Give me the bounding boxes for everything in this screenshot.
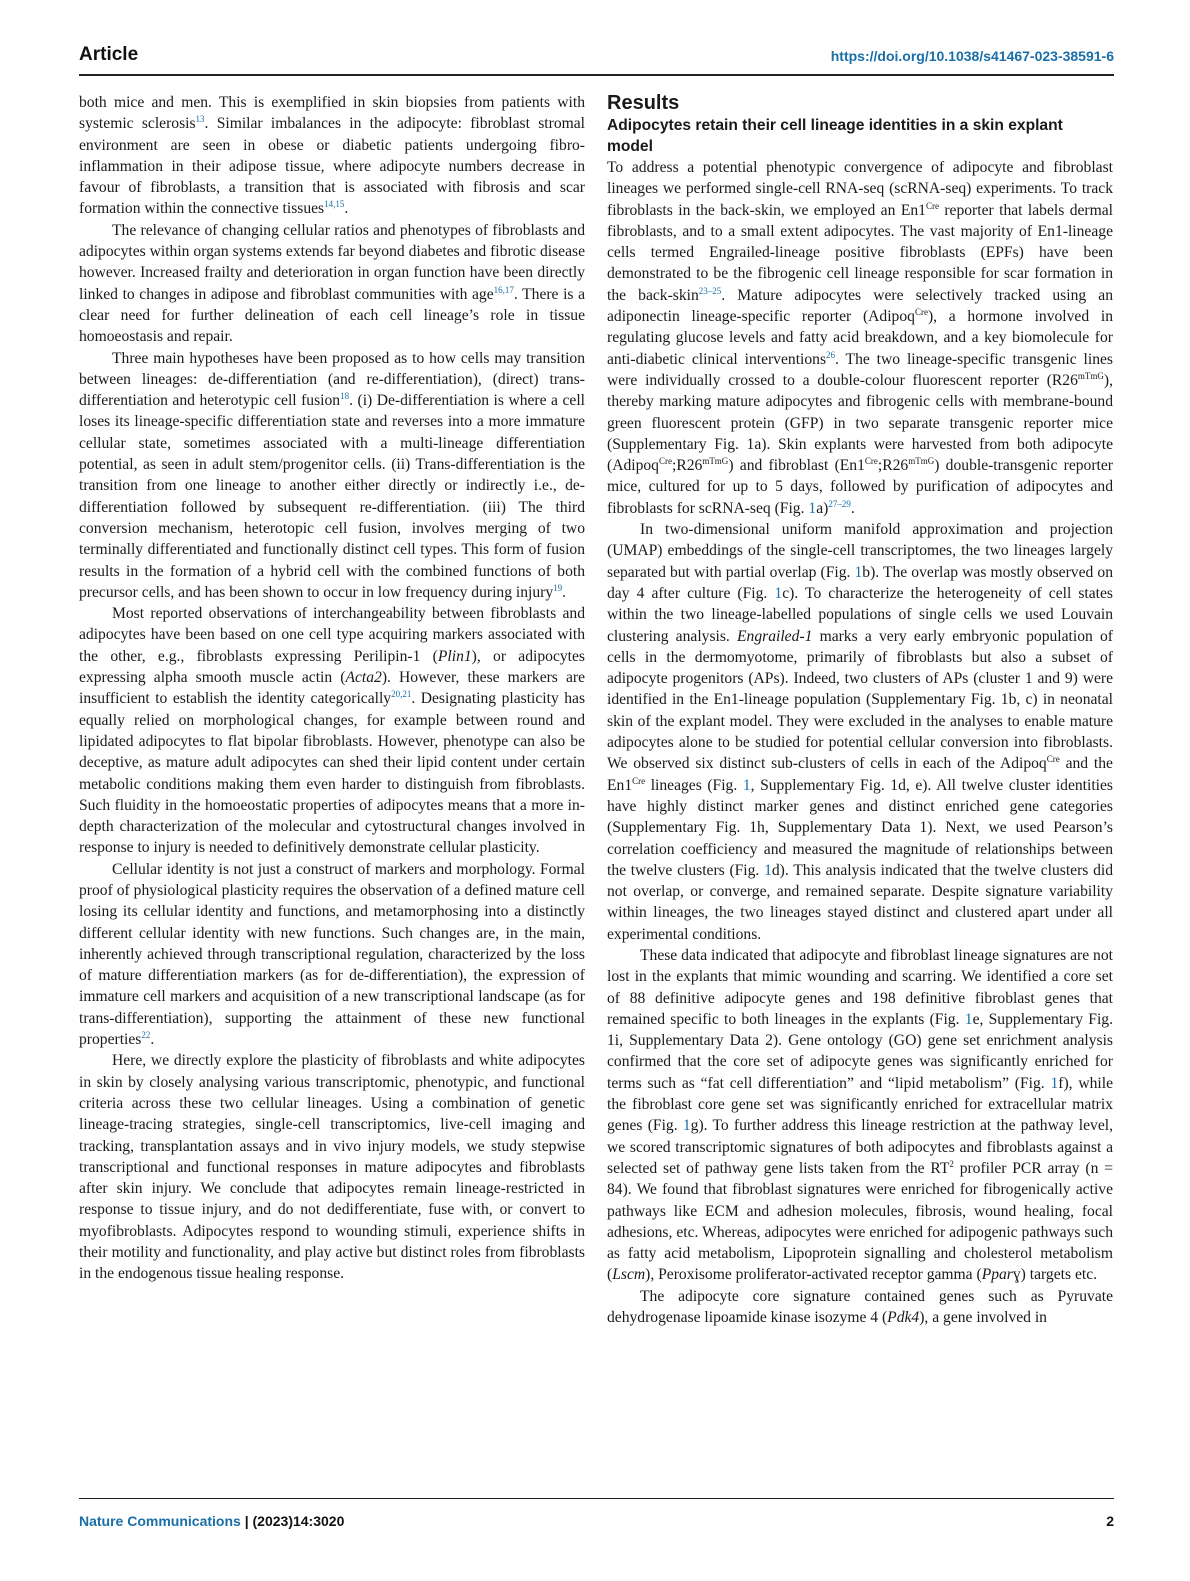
figure-link[interactable]: 1 — [764, 861, 772, 879]
figure-link[interactable]: 1 — [742, 776, 751, 794]
citation-link[interactable]: 18 — [340, 390, 350, 401]
paragraph: These data indicated that adipocyte and fibroblast lineage signatures are not lost in the explants that mimic wounding and scarring. We identified a core set of 88 definitive adipocyte genes and 198 definitive fibroblast genes that remained specific to both lineages in the explants (Fig. 1e, Supplementary Fig. 1i, Supplementary Data 2). Gene ontology (GO) gene set enrichment analysis confirmed that the core set of adipocyte genes was significantly enriched for terms such as “fat cell differentiation” and “lipid metabolism” (Fig. 1f), while the fibroblast core gene set was significantly enriched for extracellular matrix genes (Fig. 1g). To further address this lineage restriction at the pathway level, we scored transcriptomic signatures of both adipocytes and fibroblasts against a selected set of pathway gene lists taken from the $RT^2$ profiler PCR array (n = 84). We found that fibroblast signatures were enriched for fibrogenically active pathways like ECM and adhesion molecules, fibrosis, wound healing, focal adhesions, etc. Whereas, adipocytes were enriched for adipogenic pathways such as fatty acid metabolism, Lipoprotein signalling and cholesterol metabolism (Lscm), Peroxisome proliferator-activated receptor gamma (Pparɣ) targets etc. — [607, 946, 1114, 1284]
header-divider — [79, 74, 1114, 76]
section-heading: Results — [607, 92, 680, 114]
citation-link[interactable]: 16,17 — [493, 284, 514, 295]
paragraph: To address a potential phenotypic convergence of adipocyte and fibroblast lineages we performed single-cell RNA-seq (scRNA-seq) experiments. To track fibroblasts in the back-skin, we employed an $En1^{Cre}$ reporter that labels dermal fibroblasts, and to a small extent adipocytes. The vast majority of En1-lineage cells termed Engrailed-lineage positive fibroblasts (EPFs) have been demonstrated to be the fibrogenic cell lineage responsible for scar formation in the back-skin$^{23-25}$. Mature adipocytes were selectively tracked using an adiponectin lineage-specific reporter (Adipoq$^{Cre}$), a hormone involved in regulating glucose levels and fatty acid breakdown, and a key biomolecule for anti-diabetic clinical interventions$^{26}$. The two lineage-specific transgenic lines were individually crossed to a double-colour fluorescent reporter $(R26^{mTmG})$, thereby marking mature adipocytes and fibrogenic cells with membrane-bound green fluorescent protein (GFP) in two separate transgenic reporter mice (Supplementary Fig. 1a). Skin explants were harvested from both adipocyte $(Adipoq^{Cre};R26^{mTmG})$ and fibroblast $(En1^{Cre};R26^{mTmG})$ double-transgenic reporter mice, cultured for up to 5 days, followed by purification of adipocytes and fibroblasts for scRNA-seq (Fig. 1a)$^{27-29}$. — [607, 159, 1113, 517]
citation-link[interactable]: 27–29 — [828, 498, 851, 509]
paragraph: In two-dimensional uniform manifold approximation and projection (UMAP) embeddings of the single-cell transcriptomes, the two lineages largely separated but with partial overlap (Fig. 1b). The overlap was mostly observed on day 4 after culture (Fig. 1c). To characterize the heterogeneity of cell states within the two lineage-labelled populations of single cells we used Louvain clustering analysis. Engrailed-1 marks a very early embryonic population of cells in the dermomyotome, primarily of fibroblasts but also a subset of adipocyte progenitors (APs). Indeed, two clusters of APs (cluster 1 and 9) were identified in the En1-lineage population (Supplementary Fig. 1b, c) in neonatal skin of the explant model. They were excluded in the analyses to enable mature adipocytes alone to be studied for potential cellular conversion into fibroblasts. We observed six distinct sub-clusters of cells in each of the Adipoq$^{Cre}$ and the $En1^{Cre}$ lineages (Fig. 1, Supplementary Fig. 1d, e). All twelve cluster identities have highly distinct marker genes and distinct enriched gene categories (Supplementary Fig. 1h, Supplementary Data 1). Next, we used Pearson’s correlation coefficiency and measured the magnitude of relationships between the twelve clusters (Fig. 1d). This analysis indicated that the twelve clusters did not overlap, or converge, and remained separate. Despite signature variability within lineages, the two lineages stayed distinct and clustered apart under all experimental conditions. — [607, 521, 1114, 943]
paragraph: Three main hypotheses have been proposed as to how cells may transition between lineages: de-differentiation (and re-differentiation), (direct) trans-differentiation and heterotypic cell fusion$^{18}$. (i) De-differentiation is where a cell loses its lineage-specific differentiation state and reverses into a more immature cellular state, sometimes associated with a multi-lineage differentiation potential, as seen in adult stem/progenitor cells. (ii) Trans-differentiation is the transition from one lineage to another either directly or indirectly i.e., de-differentiation followed by subsequent re-differentiation. (iii) The third conversion mechanism, heterotopic cell fusion, involves merging of two terminally differentiated and functionally distinct cell types. This form of fusion results in the formation of a hybrid cell with the combined functions of both precursor cells, and has been shown to occur in low frequency during injury$^{19}$. — [79, 349, 586, 601]
paragraph: The adipocyte core signature contained genes such as Pyruvate dehydrogenase lipoamide kinase isozyme 4 (Pdk4), a gene involved in — [607, 1287, 1113, 1327]
article-label: Article — [79, 44, 139, 65]
right-column — [607, 92, 1113, 1328]
citation-link[interactable]: 23–25 — [698, 285, 722, 296]
footer-divider — [79, 1498, 1114, 1499]
figure-link[interactable]: 1 — [682, 1117, 691, 1135]
citation-link[interactable]: 14,15 — [324, 199, 345, 210]
paragraph: Most reported observations of interchangeability between fibroblasts and adipocytes have been based on one cell type acquiring markers associated with the other, e.g., fibroblasts expressing Perilipin-1 (Plin1), or adipocytes expressing alpha smooth muscle actin (Acta2). However, these markers are insufficient to establish the identity categorically$^{20,21}$. Designating plasticity has equally relied on morphological changes, for example between round and lipidated adipocytes to flat bipolar fibroblasts. However, phenotype can also be deceptive, as mature adult adipocytes can shed their lipid content under certain metabolic conditions making them even harder to distinguish from fibroblasts. Such fluidity in the homoeostatic properties of adipocytes means that a more in-depth characterization of the molecular and cytostructural changes involved in response to injury is needed to definitively demonstrate cellular plasticity. — [79, 605, 586, 857]
left-column — [79, 92, 585, 1285]
figure-link[interactable]: 1 — [774, 584, 783, 602]
page-number: 2 — [1106, 1513, 1114, 1529]
paragraph: Cellular identity is not just a construct of markers and morphology. Formal proof of physiological plasticity requires the observation of a defined mature cell losing its cellular identity and functions, and metamorphosing into a distinctly different cellular identity with new functions. Such changes are, in the main, inherently achieved through transcriptional regulation, characterized by the loss of mature differentiation markers (as for de-differentiation), the expression of immature cell markers and acquisition of a new transcriptional landscape (as for trans-differentiation), supporting the attainment of these new functional properties$^{22}$. — [79, 860, 585, 1049]
page-footer — [79, 1513, 1114, 1533]
citation-link[interactable]: 19 — [553, 582, 563, 593]
citation-link[interactable]: 22 — [141, 1029, 151, 1040]
subsection-heading: Adipocytes retain their cell lineage identities in a skin explant model — [607, 117, 1063, 155]
doi-link[interactable]: https://doi.org/10.1038/s41467-023-38591-6 — [830, 48, 1114, 64]
citation-link[interactable]: 13 — [195, 114, 205, 125]
journal-name[interactable]: Nature Communications — [79, 1513, 241, 1529]
figure-link[interactable]: 1 — [808, 499, 817, 517]
footer-separator: | — [240, 1513, 253, 1529]
volume-info: (2023)14:3020 — [252, 1513, 345, 1529]
figure-link[interactable]: 1 — [1050, 1074, 1059, 1092]
page-header — [79, 44, 1114, 70]
paragraph: The relevance of changing cellular ratios and phenotypes of fibroblasts and adipocytes within organ systems extends far beyond diabetes and fibrotic disease however. Increased frailty and deterioration in organ function have been directly linked to changes in adipose and fibroblast communities with age$^{16,17}$. There is a clear need for further delineation of each cell lineage’s role in tissue homoeostasis and repair. — [79, 221, 585, 346]
paragraph: both mice and men. This is exemplified in skin biopsies from patients with systemic sclerosis$^{13}$. Similar imbalances in the adipocyte: fibroblast stromal environment are seen in obese or diabetic patients undergoing fibro-inflammation in their adipose tissue, where adipocyte numbers decrease in favour of fibroblasts, a transition that is associated with fibrosis and scar formation within the connective tissues$^{14,15}$. — [79, 94, 585, 218]
paragraph: Here, we directly explore the plasticity of fibroblasts and white adipocytes in skin by closely analysing various transcriptomic, phenotypic, and functional criteria across these two cellular lineages. Using a combination of genetic lineage-tracing strategies, single-cell transcriptomics, live-cell imaging and tracking, transplantation assays and in vivo injury models, we study stepwise transcriptional and functional responses in mature adipocytes and fibroblasts after skin injury. We conclude that adipocytes remain lineage-restricted in response to tissue injury, and do not dedifferentiate, fuse with, or convert to myofibroblasts. Adipocytes respond to wounding stimuli, experience shifts in their motility and functionality, and play active but distinct roles from fibroblasts in the endogenous tissue healing response. — [79, 1052, 585, 1283]
citation-link[interactable]: 20,21 — [391, 689, 412, 700]
citation-link[interactable]: 26 — [826, 349, 836, 360]
figure-link[interactable]: 1 — [854, 563, 863, 581]
figure-link[interactable]: 1 — [964, 1010, 973, 1028]
